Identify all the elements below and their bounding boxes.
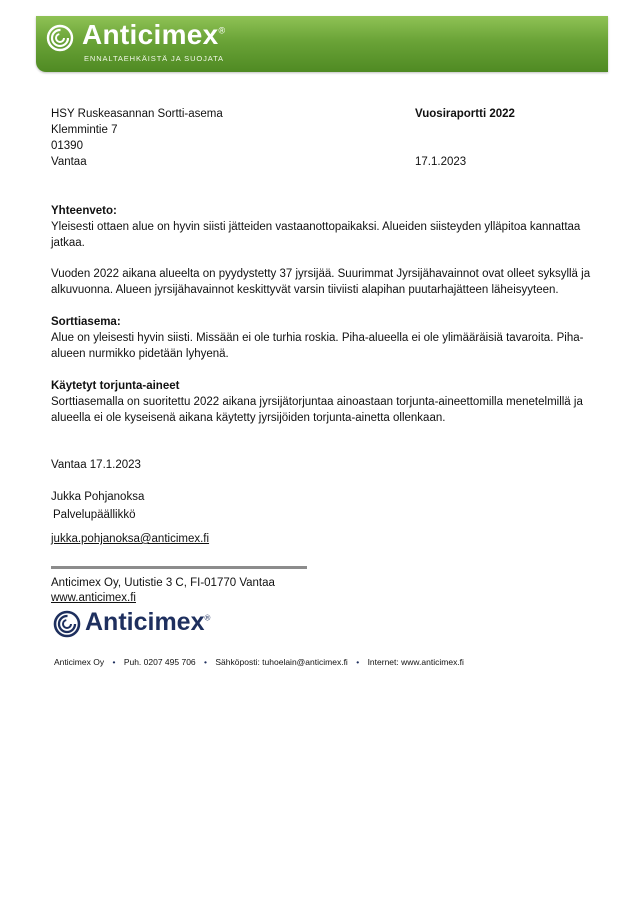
header-tagline: ENNALTAEHKÄISTÄ JA SUOJATA: [84, 54, 224, 63]
footer-brand: Anticimex®: [85, 608, 211, 636]
signature-place-date: Vantaa 17.1.2023: [51, 459, 141, 471]
contact-bar: [54, 657, 464, 667]
section-summary-paragraph-2: Vuoden 2022 aikana alueelta on pyydystetty 37 jyrsijää. Suurimmat Jyrsijähavainnot ovat olleet syksyllä ja alkuvuonna. Alueen jyrsijähavainnot keskittyvät varsin tiiviisti alapihan puutarhajätteen läheisyyteen.: [51, 268, 591, 296]
address-line-3: 01390: [51, 140, 83, 152]
report-title: Vuosiraportti 2022: [415, 108, 515, 120]
section-station-paragraph: Alue on yleisesti hyvin siisti. Missään ei ole turhia roskia. Piha-alueella ei ole ylimääräisiä tavaroita. Piha-alueen nurmikko pidetään lyhyenä.: [51, 332, 584, 360]
address-line-2: Klemmintie 7: [51, 124, 118, 136]
report-date: 17.1.2023: [415, 156, 467, 168]
address-line-4: Vantaa: [51, 156, 87, 168]
section-pesticides: [51, 378, 591, 426]
section-pesticides-heading: Käytetyt torjunta-aineet: [51, 380, 180, 392]
footer-logo: [53, 608, 253, 638]
signature-email-link[interactable]: jukka.pohjanoksa@anticimex.fi: [51, 533, 210, 545]
footer-divider: [51, 566, 307, 569]
section-summary: [51, 203, 591, 251]
contact-email: Sähköposti: tuhoelain@anticimex.fi: [215, 657, 348, 667]
section-station-heading: Sorttiasema:: [51, 316, 121, 328]
address-line-1: HSY Ruskeasannan Sortti-asema: [51, 108, 223, 120]
contact-phone: Puh. 0207 495 706: [123, 657, 196, 667]
header-banner: [36, 16, 608, 72]
signature-role: Palvelupäällikkö: [53, 509, 136, 521]
anticimex-swirl-icon: [46, 24, 74, 52]
company-website-link[interactable]: www.anticimex.fi: [51, 592, 136, 604]
separator-dot-icon: •: [204, 657, 208, 667]
section-summary-paragraph-1: Yleisesti ottaen alue on hyvin siisti jätteiden vastaanottopaikaksi. Alueiden siisteyden ylläpitoa kannattaa jatkaa.: [51, 221, 581, 249]
separator-dot-icon: •: [356, 657, 360, 667]
header-brand: Anticimex®: [82, 19, 226, 50]
company-address: Anticimex Oy, Uutistie 3 C, FI-01770 Vantaa: [51, 577, 275, 589]
signature-name: Jukka Pohjanoksa: [51, 491, 145, 503]
separator-dot-icon: •: [112, 657, 116, 667]
section-pesticides-paragraph: Sorttiasemalla on suoritettu 2022 aikana jyrsijätorjuntaa ainoastaan torjunta-aineettomilla menetelmillä ja alueella ei ole kyseisenä aikana käytetty jyrsijöiden torjunta-ainetta ollenkaan.: [51, 396, 583, 424]
section-summary-heading: Yhteenveto:: [51, 205, 117, 217]
contact-company: Anticimex Oy: [54, 657, 105, 667]
anticimex-swirl-icon: [53, 610, 81, 638]
section-station: [51, 314, 591, 362]
contact-internet: Internet: www.anticimex.fi: [367, 657, 464, 667]
